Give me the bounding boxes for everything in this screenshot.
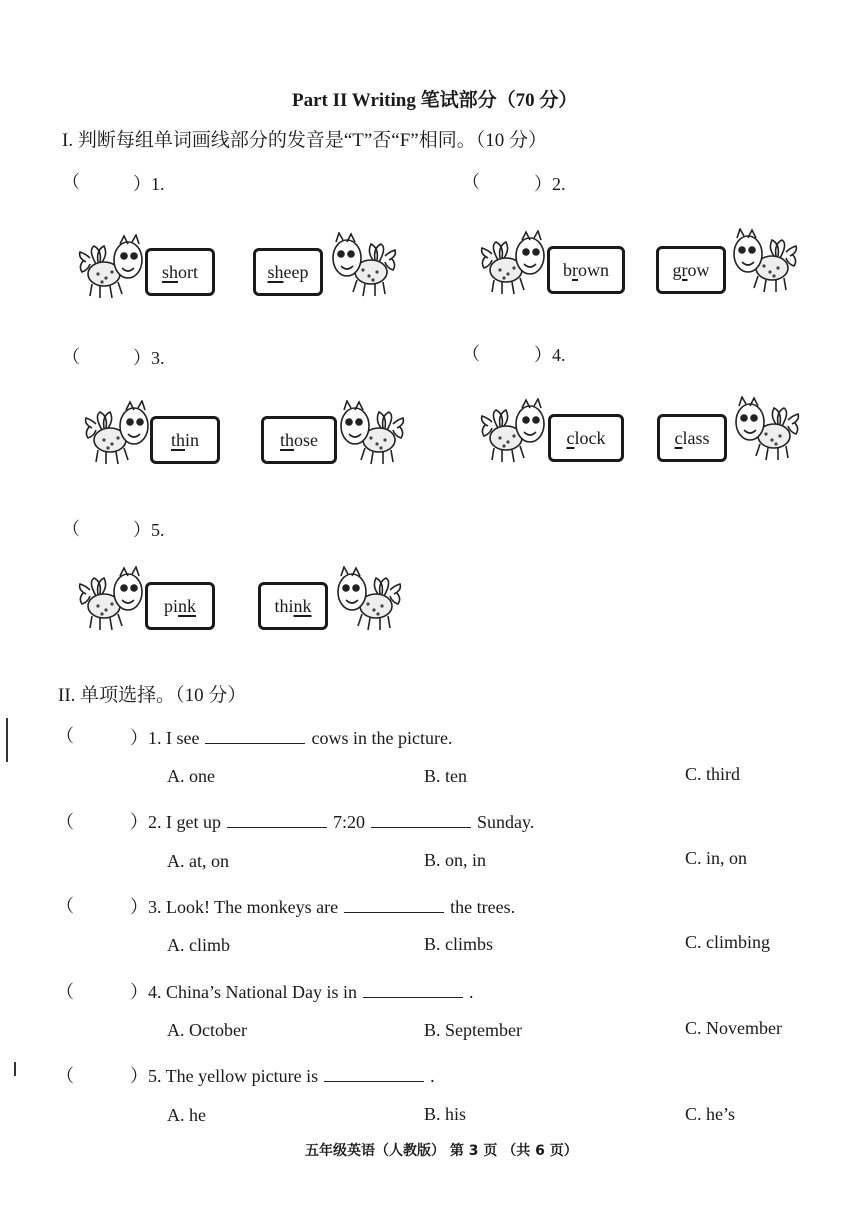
- word-card-clock: c lock: [548, 414, 624, 462]
- horse-illustration-icon: [330, 566, 404, 632]
- option-b[interactable]: B. climbs: [424, 934, 494, 954]
- margin-mark: [14, 1062, 16, 1076]
- word-card-sheep: sh eep: [253, 248, 323, 296]
- option-b[interactable]: B. September: [424, 1020, 522, 1040]
- answer-paren-q3[interactable]: （: [56, 896, 74, 916]
- answer-paren-3[interactable]: （: [62, 347, 80, 367]
- page-title: Part II Writing 笔试部分（70 分）: [292, 90, 578, 111]
- horse-illustration-icon: [728, 396, 802, 462]
- option-a[interactable]: A. October: [167, 1020, 247, 1040]
- option-a[interactable]: A. climb: [167, 935, 230, 955]
- answer-paren-q4[interactable]: （: [56, 982, 74, 1002]
- word-card-think: thi nk: [258, 582, 328, 630]
- page-footer: 五年级英语（人教版） 第 3 页 （共 6 页）: [305, 1143, 578, 1159]
- option-b[interactable]: B. on, in: [424, 850, 487, 870]
- question-5: ）5. The yellow picture is .: [130, 1066, 435, 1086]
- answer-paren-5[interactable]: （: [62, 519, 80, 539]
- answer-blank[interactable]: [227, 826, 327, 828]
- answer-paren-2[interactable]: （: [462, 172, 480, 192]
- horse-illustration-icon: [76, 234, 150, 300]
- option-c[interactable]: C. in, on: [685, 848, 748, 868]
- item-number-1: ）1.: [133, 174, 165, 194]
- answer-paren-q1[interactable]: （: [56, 726, 74, 746]
- horse-illustration-icon: [76, 566, 150, 632]
- word-card-pink: pi nk: [145, 582, 215, 630]
- answer-paren-4[interactable]: （: [462, 344, 480, 364]
- answer-blank[interactable]: [324, 1080, 424, 1082]
- answer-paren-q5[interactable]: （: [56, 1066, 74, 1086]
- horse-illustration-icon: [325, 232, 399, 298]
- answer-blank[interactable]: [344, 911, 444, 913]
- option-a[interactable]: A. he: [167, 1105, 206, 1125]
- item-number-5: ）5.: [133, 520, 165, 540]
- question-1: ）1. I see cows in the picture.: [130, 728, 453, 748]
- horse-illustration-icon: [478, 230, 552, 296]
- word-card-brown: b r own: [547, 246, 625, 294]
- word-card-those: th ose: [261, 416, 337, 464]
- horse-illustration-icon: [333, 400, 407, 466]
- horse-illustration-icon: [82, 400, 156, 466]
- answer-paren-1[interactable]: （: [62, 172, 80, 192]
- option-a[interactable]: A. at, on: [167, 851, 229, 871]
- question-4: ）4. China’s National Day is in .: [130, 982, 474, 1002]
- word-card-grow: gr ow: [656, 246, 726, 294]
- option-a[interactable]: A. one: [167, 766, 215, 786]
- margin-mark: [6, 718, 8, 762]
- option-c[interactable]: C. climbing: [685, 932, 770, 952]
- word-card-class: c lass: [657, 414, 727, 462]
- item-number-2: ）2.: [534, 174, 566, 194]
- question-2: ）2. I get up 7:20 Sunday.: [130, 812, 535, 832]
- item-number-4: ）4.: [534, 345, 566, 365]
- section1-heading: I. 判断每组单词画线部分的发音是“T”否“F”相同。（10 分）: [62, 130, 547, 151]
- option-c[interactable]: C. November: [685, 1018, 782, 1038]
- option-c[interactable]: C. he’s: [685, 1104, 736, 1124]
- answer-paren-q2[interactable]: （: [56, 812, 74, 832]
- word-card-short: sh ort: [145, 248, 215, 296]
- section2-heading: II. 单项选择。（10 分）: [58, 685, 247, 706]
- answer-blank[interactable]: [371, 826, 471, 828]
- item-number-3: ）3.: [133, 348, 165, 368]
- word-card-thin: th in: [150, 416, 220, 464]
- option-b[interactable]: B. ten: [424, 766, 467, 786]
- horse-illustration-icon: [726, 228, 800, 294]
- option-b[interactable]: B. his: [424, 1104, 467, 1124]
- answer-blank[interactable]: [363, 996, 463, 998]
- question-3: ）3. Look! The monkeys are the trees.: [130, 897, 516, 917]
- option-c[interactable]: C. third: [685, 764, 741, 784]
- horse-illustration-icon: [478, 398, 552, 464]
- answer-blank[interactable]: [205, 742, 305, 744]
